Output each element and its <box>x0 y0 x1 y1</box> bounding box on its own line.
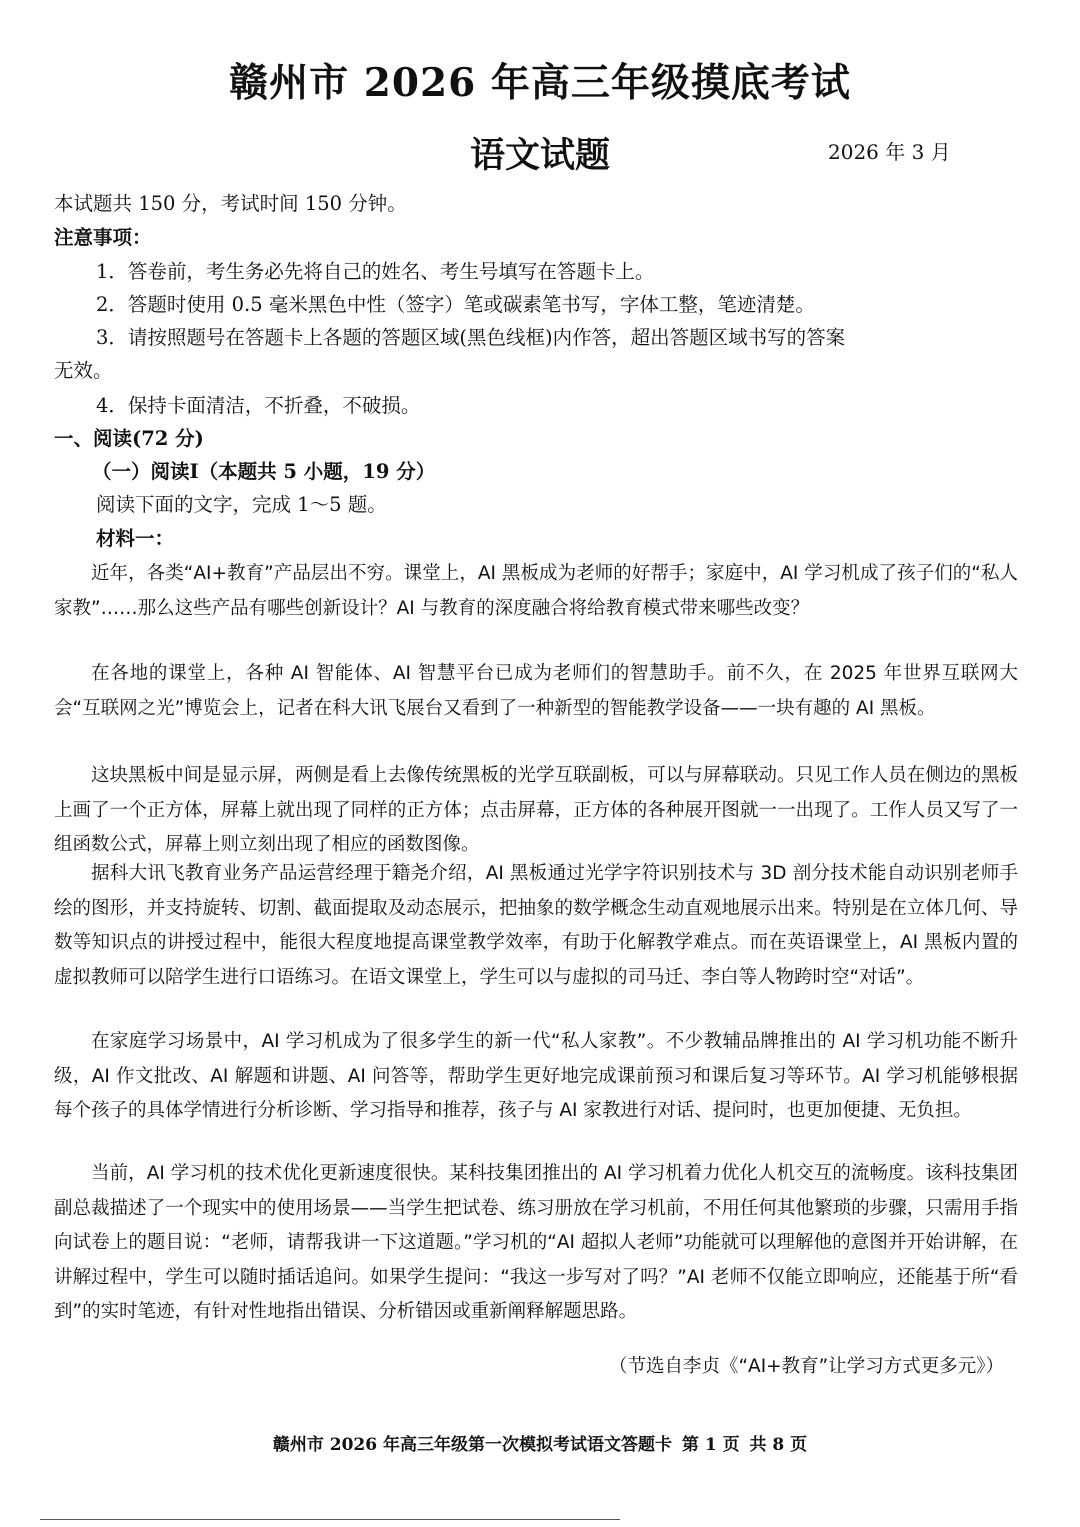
paragraph-5: 在家庭学习场景中，AI 学习机成为了很多学生的新一代“私人家教”。不少教辅品牌推出的 AI 学习机功能不断升级，AI 作文批改、AI 解题和讲题、AI 问答等，帮助学生更好地完成课前预习和课后复习等环节。AI 学习机能够根据每个孩子的具体学情进行分析诊断、学习指导和推荐，孩子与 AI 家教进行对话、提问时，也更加便捷、无负担。 <box>54 1031 1018 1121</box>
exam-date: 2026 年 3 月 <box>828 140 951 164</box>
note-item-1: 1．答卷前，考生务必先将自己的姓名、考生号填写在答题卡上。 <box>96 260 655 283</box>
note-item-3-continued: 无效。 <box>54 359 113 382</box>
paragraph-1: 近年，各类“AI+教育”产品层出不穷。课堂上，AI 黑板成为老师的好帮手；家庭中，AI 学习机成了孩子们的“私人家教”……那么这些产品有哪些创新设计？AI 与教育的深度融合将给教育模式带来哪些改变？ <box>54 563 1018 619</box>
paragraph-6: 当前，AI 学习机的技术优化更新速度很快。某科技集团推出的 AI 学习机着力优化人机交互的流畅度。该科技集团副总裁描述了一个现实中的使用场景——当学生把试卷、练习册放在学习机前，不用任何其他繁琐的步骤，只需用手指向试卷上的题目说：“老师，请帮我讲一下这道题。”学习机的“AI 超拟人老师”功能就可以理解他的意图并开始讲解，在讲解过程中，学生可以随时插话追问。如果学生提问：“我这一步写对了吗？”AI 老师不仅能立即响应，还能基于所“看到”的实时笔迹，有针对性地指出错误、分析错因或重新阐释解题思路。 <box>54 1163 1018 1322</box>
note-item-2: 2．答题时使用 0.5 毫米黑色中性（签字）笔或碳素笔书写，字体工整，笔迹清楚。 <box>96 293 815 316</box>
exam-intro: 本试题共 150 分，考试时间 150 分钟。 <box>54 192 407 215</box>
exam-title: 赣州市 2026 年高三年级摸底考试 <box>229 60 851 106</box>
subject-title: 语文试题 <box>469 135 610 176</box>
paragraph-2: 在各地的课堂上，各种 AI 智能体、AI 智慧平台已成为老师们的智慧助手。前不久，在 2025 年世界互联网大会“互联网之光”博览会上，记者在科大讯飞展台又看到了一种新型的智能教学设备——一块有趣的 AI 黑板。 <box>54 663 1018 719</box>
footer-total-pages: 共 8 页 <box>749 1435 808 1455</box>
bottom-divider <box>40 1519 620 1520</box>
reading-instruction: 阅读下面的文字，完成 1～5 题。 <box>96 493 387 516</box>
footer-page-number: 第 1 页 <box>681 1435 740 1455</box>
note-item-3: 3．请按照题号在答题卡上各题的答题区域(黑色线框)内作答，超出答题区域书写的答案 <box>96 326 846 349</box>
paragraph-3: 这块黑板中间是显示屏，两侧是看上去像传统黑板的光学互联副板，可以与屏幕联动。只见工作人员在侧边的黑板上画了一个正方体，屏幕上就出现了同样的正方体；点击屏幕，正方体的各种展开图就一一出现了。工作人员又写了一组函数公式，屏幕上则立刻出现了相应的函数图像。 <box>54 765 1018 855</box>
paragraph-4: 据科大讯飞教育业务产品运营经理于籍尧介绍，AI 黑板通过光学字符识别技术与 3D 剖分技术能自动识别老师手绘的图形，并支持旋转、切割、截面提取及动态展示，把抽象的数学概念生动直观地展示出来。特别是在立体几何、导数等知识点的讲授过程中，能很大程度地提高课堂教学效率，有助于化解教学难点。而在英语课堂上，AI 黑板内置的虚拟教师可以陪学生进行口语练习。在语文课堂上，学生可以与虚拟的司马迁、李白等人物跨时空“对话”。 <box>54 863 1018 988</box>
material-label: 材料一： <box>96 527 175 550</box>
page-footer <box>0 1430 1080 1455</box>
source-citation: （节选自李贞《“AI+教育”让学习方式更多元》） <box>608 1356 1004 1377</box>
footer-title: 赣州市 2026 年高三年级第一次模拟考试语文答题卡 <box>272 1435 672 1455</box>
notes-heading: 注意事项： <box>54 226 152 249</box>
section-heading: 一、阅读(72 分) <box>54 427 204 450</box>
subsection-heading: （一）阅读Ⅰ（本题共 5 小题，19 分） <box>92 460 436 483</box>
note-item-4: 4．保持卡面清洁，不折叠，不破损。 <box>96 394 421 417</box>
